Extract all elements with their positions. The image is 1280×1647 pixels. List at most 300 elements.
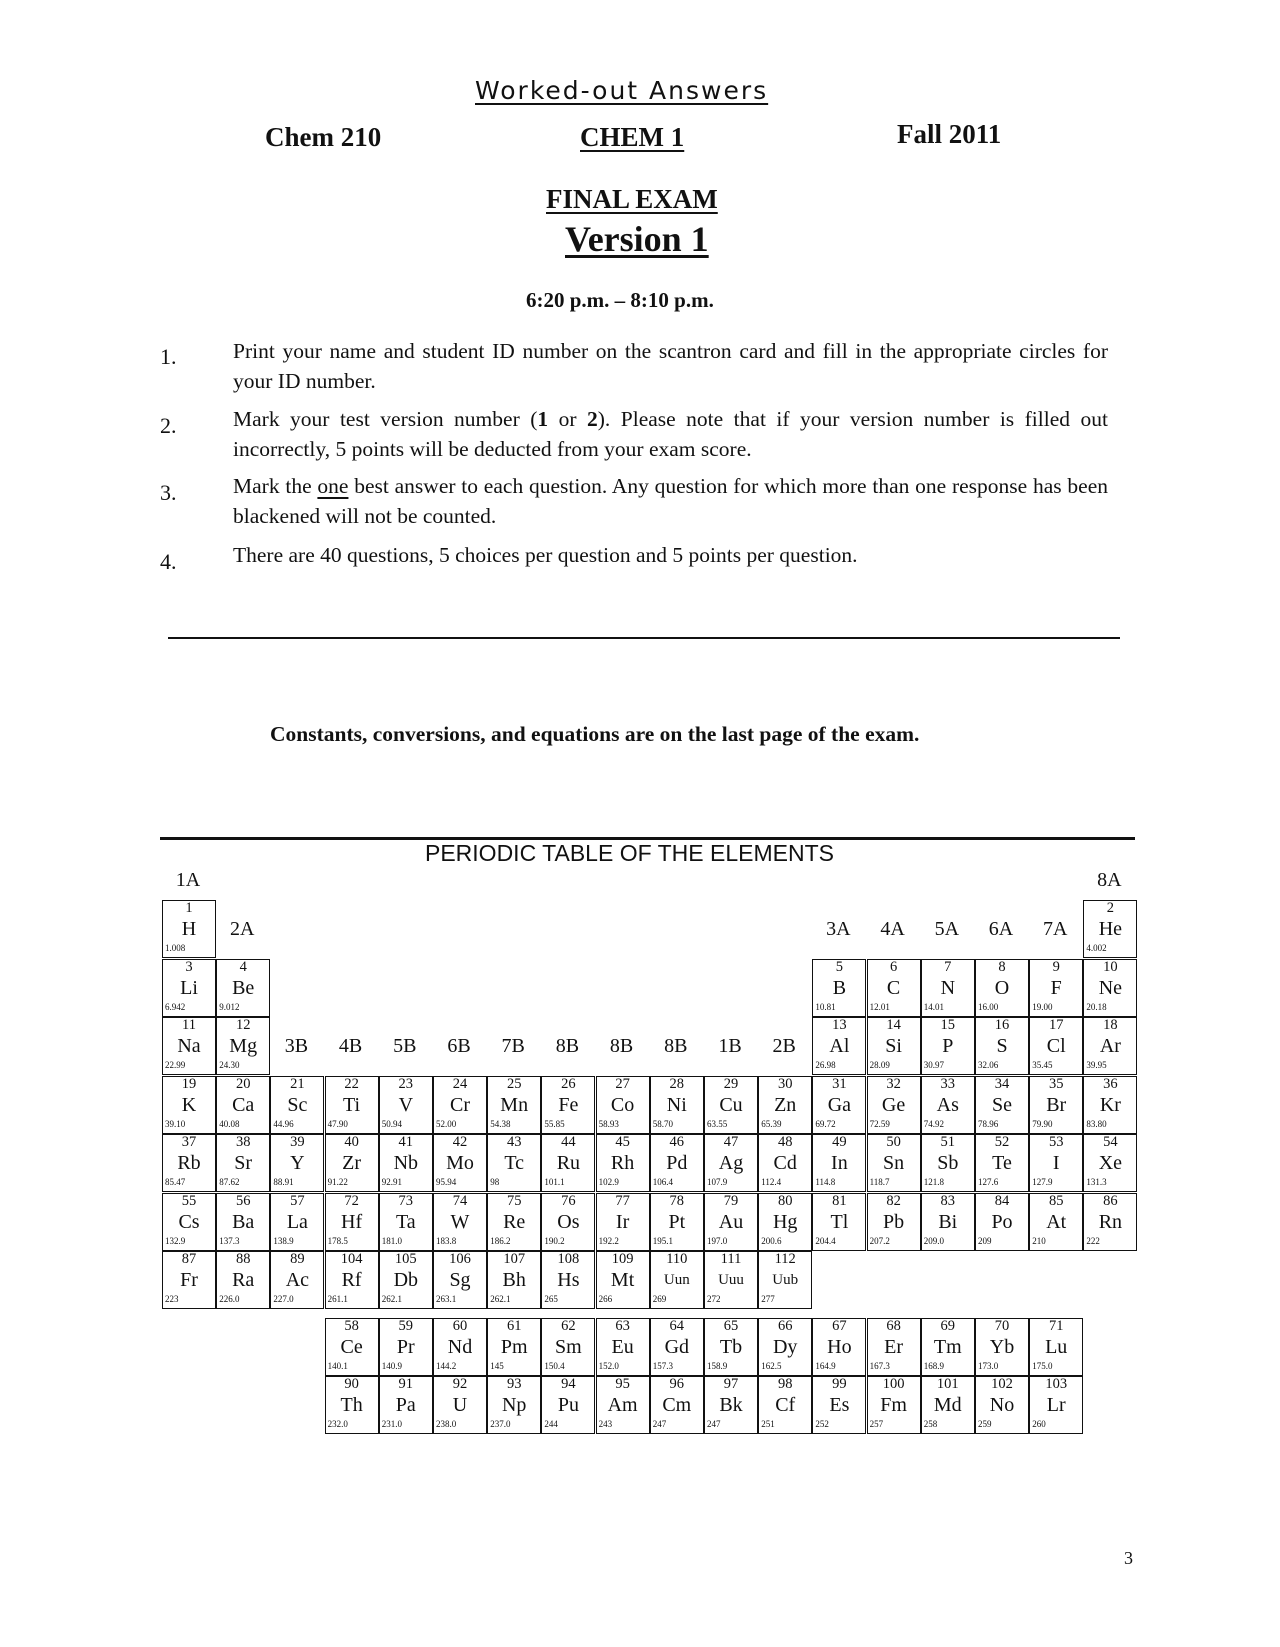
atomic-number: 43 xyxy=(506,1134,522,1150)
element-cell xyxy=(216,1017,270,1075)
element-symbol: Pu xyxy=(557,1394,579,1416)
atomic-mass: 261.1 xyxy=(327,1294,348,1304)
element-symbol: Cr xyxy=(450,1093,470,1116)
element-symbol: Sg xyxy=(449,1269,471,1291)
element-symbol: N xyxy=(940,976,956,999)
element-symbol: Ag xyxy=(718,1152,744,1174)
element-symbol: Ti xyxy=(343,1093,361,1116)
element-cell xyxy=(433,1251,487,1309)
atomic-mass: 19.00 xyxy=(1032,1001,1053,1012)
element-cell xyxy=(812,1376,866,1434)
element-cell xyxy=(867,959,921,1017)
atomic-number: 74 xyxy=(452,1192,468,1209)
element-symbol: At xyxy=(1046,1210,1067,1233)
element-cell xyxy=(650,1376,704,1434)
atomic-number: 36 xyxy=(1103,1075,1118,1092)
atomic-mass: 20.18 xyxy=(1086,1001,1107,1012)
element-cell xyxy=(704,1134,758,1192)
atomic-number: 5 xyxy=(835,958,844,975)
atomic-mass: 78.96 xyxy=(978,1118,999,1129)
atomic-mass: 258 xyxy=(923,1419,938,1429)
element-symbol: Cd xyxy=(773,1152,797,1174)
element-symbol: Pt xyxy=(668,1210,686,1233)
element-cell xyxy=(921,1376,975,1434)
element-cell xyxy=(975,1134,1029,1192)
element-symbol: Eu xyxy=(611,1336,634,1358)
atomic-mass: 252 xyxy=(815,1419,829,1429)
atomic-number: 98 xyxy=(777,1376,793,1392)
element-cell xyxy=(325,1251,379,1309)
element-cell xyxy=(162,1076,216,1134)
element-symbol: Sc xyxy=(287,1093,308,1116)
atomic-mass: 152.0 xyxy=(598,1361,619,1371)
atomic-mass: 265 xyxy=(544,1294,558,1304)
group-label: 3A xyxy=(826,918,851,940)
element-symbol: Ni xyxy=(666,1093,687,1116)
element-cell xyxy=(162,959,216,1017)
element-symbol: Au xyxy=(718,1210,744,1233)
element-cell xyxy=(867,1318,921,1376)
atomic-mass: 72.59 xyxy=(869,1118,890,1129)
atomic-mass: 269 xyxy=(652,1294,667,1304)
element-symbol: Sm xyxy=(555,1336,582,1358)
element-cell xyxy=(758,1076,812,1134)
atomic-number: 34 xyxy=(994,1075,1010,1092)
element-cell xyxy=(325,1193,379,1251)
atomic-mass: 63.55 xyxy=(707,1118,728,1129)
atomic-mass: 232.0 xyxy=(327,1419,348,1429)
atomic-number: 18 xyxy=(1103,1017,1118,1033)
atomic-mass: 167.3 xyxy=(869,1361,890,1371)
element-symbol: Hs xyxy=(557,1269,580,1291)
atomic-mass: 226.0 xyxy=(219,1294,240,1304)
element-symbol: Tc xyxy=(504,1152,525,1174)
element-cell xyxy=(867,1376,921,1434)
element-cell xyxy=(270,1251,324,1309)
atomic-mass: 118.7 xyxy=(869,1177,890,1187)
atomic-mass: 140.1 xyxy=(327,1361,348,1371)
atomic-number: 79 xyxy=(723,1192,739,1209)
atomic-mass: 88.91 xyxy=(273,1177,294,1187)
element-symbol: Ar xyxy=(1099,1035,1121,1057)
atomic-number: 89 xyxy=(290,1251,305,1267)
element-symbol: Gd xyxy=(664,1336,690,1358)
element-symbol: Tm xyxy=(933,1336,962,1358)
atomic-mass: 200.6 xyxy=(761,1235,782,1246)
atomic-number: 33 xyxy=(940,1075,956,1092)
element-cell xyxy=(921,959,975,1017)
element-cell xyxy=(704,1318,758,1376)
element-cell xyxy=(1029,1318,1083,1376)
atomic-number: 35 xyxy=(1048,1075,1064,1092)
element-cell xyxy=(867,1076,921,1134)
element-cell xyxy=(162,1017,216,1075)
element-symbol: Y xyxy=(290,1152,305,1174)
element-symbol: Pd xyxy=(666,1152,688,1174)
element-symbol: Si xyxy=(885,1035,902,1057)
instruction-number: 4. xyxy=(160,549,177,574)
atomic-mass: 9.012 xyxy=(219,1001,240,1012)
atomic-mass: 244 xyxy=(544,1419,558,1429)
element-cell xyxy=(162,1134,216,1192)
element-cell xyxy=(487,1376,541,1434)
atomic-mass: 58.93 xyxy=(598,1118,619,1129)
atomic-mass: 277 xyxy=(761,1294,775,1304)
group-label: 7A xyxy=(1042,918,1068,940)
atomic-number: 14 xyxy=(886,1017,901,1033)
page-number: 3 xyxy=(1124,1548,1133,1568)
atomic-number: 100 xyxy=(882,1376,905,1392)
atomic-mass: 127.6 xyxy=(978,1177,999,1187)
atomic-number: 67 xyxy=(832,1318,847,1334)
element-cell xyxy=(1029,1193,1083,1251)
element-symbol: Cu xyxy=(719,1093,743,1116)
atomic-number: 94 xyxy=(561,1376,576,1392)
divider-line xyxy=(168,637,1120,639)
element-cell xyxy=(758,1193,812,1251)
element-cell xyxy=(487,1193,541,1251)
periodic-table-title: PERIODIC TABLE OF THE ELEMENTS xyxy=(425,840,834,866)
element-cell xyxy=(1083,959,1137,1017)
atomic-number: 77 xyxy=(615,1192,630,1209)
atomic-number: 106 xyxy=(449,1251,471,1267)
element-symbol: U xyxy=(452,1394,468,1416)
element-symbol: Sb xyxy=(937,1152,959,1174)
element-cell xyxy=(216,1134,270,1192)
atomic-mass: 227.0 xyxy=(273,1294,294,1304)
element-cell xyxy=(216,1193,270,1251)
atomic-mass: 137.3 xyxy=(219,1235,240,1246)
element-symbol: Zn xyxy=(774,1093,797,1116)
element-symbol: Es xyxy=(829,1394,850,1416)
atomic-number: 29 xyxy=(723,1075,739,1092)
atomic-number: 31 xyxy=(832,1075,847,1092)
element-cell xyxy=(758,1134,812,1192)
atomic-number: 44 xyxy=(561,1134,576,1150)
atomic-mass: 190.2 xyxy=(544,1235,565,1246)
atomic-number: 49 xyxy=(832,1134,847,1150)
atomic-number: 7 xyxy=(944,958,952,975)
group-label: 1B xyxy=(718,1035,742,1057)
atomic-mass: 209 xyxy=(978,1235,992,1246)
element-cell xyxy=(975,1376,1029,1434)
element-symbol: Al xyxy=(829,1035,850,1057)
atomic-mass: 106.4 xyxy=(652,1177,674,1187)
element-cell xyxy=(325,1076,379,1134)
element-symbol: Fr xyxy=(180,1269,198,1291)
atomic-number: 9 xyxy=(1052,958,1060,975)
element-cell xyxy=(812,1017,866,1075)
atomic-mass: 131.3 xyxy=(1086,1177,1107,1187)
instruction-text: Print your name and student ID number on the scantron card and fill in the appropriate circles for your ID number. xyxy=(233,339,1108,393)
element-cell xyxy=(975,1076,1029,1134)
atomic-mass: 98 xyxy=(490,1177,500,1187)
atomic-mass: 262.1 xyxy=(490,1294,511,1304)
instruction-number: 3. xyxy=(160,480,177,505)
group-label: 7B xyxy=(501,1035,525,1057)
element-symbol: Ge xyxy=(881,1093,906,1116)
atomic-number: 45 xyxy=(615,1134,630,1150)
group-label: 4B xyxy=(338,1035,363,1057)
atomic-number: 59 xyxy=(398,1318,414,1334)
atomic-number: 53 xyxy=(1048,1134,1064,1150)
element-cell xyxy=(867,1134,921,1192)
element-cell xyxy=(650,1076,704,1134)
atomic-mass: 207.2 xyxy=(869,1235,890,1246)
group-label: 2A xyxy=(229,918,255,940)
atomic-mass: 266 xyxy=(598,1294,613,1304)
element-symbol: F xyxy=(1050,976,1062,999)
atomic-number: 24 xyxy=(452,1075,468,1092)
element-cell xyxy=(596,1251,650,1309)
atomic-number: 71 xyxy=(1048,1318,1064,1334)
atomic-mass: 54.38 xyxy=(490,1118,511,1129)
element-symbol: V xyxy=(398,1093,414,1116)
atomic-mass: 14.01 xyxy=(923,1001,945,1012)
atomic-mass: 121.8 xyxy=(923,1177,945,1187)
element-symbol: Sn xyxy=(883,1152,905,1174)
group-label: 5B xyxy=(393,1035,417,1057)
element-cell xyxy=(487,1076,541,1134)
element-symbol: Li xyxy=(180,976,198,999)
element-symbol: Lr xyxy=(1046,1394,1066,1416)
term: Fall 2011 xyxy=(897,119,1002,149)
element-cell xyxy=(1029,959,1083,1017)
instruction-bold: 1 xyxy=(537,407,549,431)
element-symbol: P xyxy=(942,1035,954,1057)
element-cell xyxy=(812,1134,866,1192)
handwritten-title: Worked-out Answers xyxy=(475,76,769,105)
atomic-number: 54 xyxy=(1103,1134,1118,1150)
atomic-number: 11 xyxy=(182,1017,196,1033)
course-name: CHEM 1 xyxy=(580,122,685,152)
exam-title: FINAL EXAM xyxy=(546,184,718,214)
atomic-mass: 10.81 xyxy=(815,1001,836,1012)
element-symbol: Pa xyxy=(395,1394,416,1416)
atomic-number: 51 xyxy=(940,1134,956,1150)
element-symbol: Mt xyxy=(610,1269,635,1291)
element-symbol: Ho xyxy=(827,1336,852,1358)
instruction-number: 2. xyxy=(160,413,177,438)
element-symbol: Ba xyxy=(232,1210,255,1233)
element-symbol: Rf xyxy=(341,1269,362,1291)
atomic-number: 107 xyxy=(503,1251,526,1267)
element-symbol: Fe xyxy=(558,1093,579,1116)
element-cell xyxy=(758,1318,812,1376)
element-cell xyxy=(379,1376,433,1434)
element-cell xyxy=(541,1193,595,1251)
atomic-mass: 95.94 xyxy=(436,1177,457,1187)
element-symbol: H xyxy=(181,918,197,940)
atomic-mass: 69.72 xyxy=(815,1118,836,1129)
element-symbol: Na xyxy=(177,1035,201,1057)
atomic-number: 27 xyxy=(615,1075,630,1092)
atomic-mass: 127.9 xyxy=(1032,1177,1053,1187)
atomic-number: 88 xyxy=(235,1251,251,1267)
element-symbol: Bk xyxy=(719,1394,743,1416)
atomic-number: 85 xyxy=(1048,1192,1064,1209)
atomic-mass: 22.99 xyxy=(165,1060,186,1070)
element-cell xyxy=(1083,1193,1137,1251)
instruction-segment: Mark your test version number ( xyxy=(233,407,538,431)
element-cell xyxy=(325,1318,379,1376)
atomic-mass: 12.01 xyxy=(869,1001,890,1012)
atomic-mass: 50.94 xyxy=(381,1118,403,1129)
element-cell xyxy=(975,959,1029,1017)
element-cell xyxy=(216,1076,270,1134)
element-cell xyxy=(975,1193,1029,1251)
atomic-number: 50 xyxy=(886,1134,901,1150)
atomic-number: 105 xyxy=(394,1251,417,1267)
element-cell xyxy=(270,1134,324,1192)
atomic-mass: 238.0 xyxy=(436,1419,457,1429)
atomic-mass: 164.9 xyxy=(815,1361,836,1371)
atomic-mass: 58.70 xyxy=(652,1118,674,1129)
element-symbol: He xyxy=(1098,918,1123,940)
atomic-number: 22 xyxy=(344,1075,359,1092)
atomic-number: 38 xyxy=(235,1134,251,1150)
atomic-mass: 178.5 xyxy=(327,1235,348,1246)
group-label: 4A xyxy=(880,918,905,940)
element-symbol: Pr xyxy=(396,1336,415,1358)
atomic-number: 56 xyxy=(235,1192,251,1209)
instruction-segment: best answer to each question. Any question for which more than one response has been blackened will not be counted. xyxy=(233,474,1109,528)
element-symbol: Th xyxy=(340,1394,363,1416)
atomic-mass: 223 xyxy=(165,1294,179,1304)
atomic-mass: 263.1 xyxy=(436,1294,457,1304)
atomic-number: 30 xyxy=(777,1075,793,1092)
atomic-number: 87 xyxy=(181,1251,197,1267)
atomic-number: 13 xyxy=(832,1017,847,1033)
atomic-mass: 162.5 xyxy=(761,1361,782,1371)
element-symbol: Fm xyxy=(880,1394,907,1416)
element-symbol: Pb xyxy=(883,1210,905,1233)
element-cell xyxy=(704,1076,758,1134)
element-symbol: Se xyxy=(992,1093,1012,1116)
element-symbol: Be xyxy=(232,976,255,999)
element-symbol: Nd xyxy=(447,1336,473,1358)
element-symbol: La xyxy=(286,1210,308,1233)
atomic-number: 110 xyxy=(666,1251,688,1267)
group-label: 8A xyxy=(1097,869,1122,891)
atomic-mass: 1.008 xyxy=(165,943,186,953)
element-symbol: Hg xyxy=(772,1210,798,1233)
atomic-mass: 107.9 xyxy=(707,1177,728,1187)
atomic-number: 66 xyxy=(777,1318,793,1334)
group-label: 3B xyxy=(284,1035,309,1057)
atomic-mass: 39.95 xyxy=(1086,1060,1107,1070)
atomic-mass: 30.97 xyxy=(923,1060,945,1070)
element-cell xyxy=(433,1193,487,1251)
instruction-segment: ). Please note that if your version number is filled out incorrectly, 5 points will be deducted from your exam score. xyxy=(233,407,1108,461)
element-cell xyxy=(1083,900,1137,958)
atomic-number: 46 xyxy=(669,1134,685,1150)
atomic-mass: 101.1 xyxy=(544,1177,565,1187)
atomic-mass: 157.3 xyxy=(652,1361,674,1371)
element-symbol: Am xyxy=(607,1394,638,1416)
element-symbol: No xyxy=(989,1394,1015,1416)
element-cell xyxy=(379,1318,433,1376)
element-cell xyxy=(270,1193,324,1251)
atomic-mass: 260 xyxy=(1032,1419,1046,1429)
element-symbol: Mo xyxy=(446,1152,474,1174)
element-symbol: Ac xyxy=(285,1269,310,1291)
element-cell xyxy=(541,1318,595,1376)
instruction-segment: Mark the xyxy=(233,474,318,498)
atomic-number: 62 xyxy=(561,1318,576,1334)
atomic-number: 60 xyxy=(452,1318,468,1334)
atomic-mass: 181.0 xyxy=(381,1235,403,1246)
element-symbol: W xyxy=(450,1210,470,1233)
element-cell xyxy=(1029,1134,1083,1192)
atomic-mass: 24.30 xyxy=(219,1060,240,1070)
element-symbol: Mg xyxy=(229,1035,258,1057)
element-cell xyxy=(596,1193,650,1251)
instruction-text: There are 40 questions, 5 choices per question and 5 points per question. xyxy=(233,543,858,567)
element-symbol: Zr xyxy=(342,1152,362,1174)
element-cell xyxy=(867,1193,921,1251)
atomic-mass: 257 xyxy=(869,1419,884,1429)
element-cell xyxy=(867,1017,921,1075)
atomic-number: 23 xyxy=(398,1075,414,1092)
atomic-mass: 26.98 xyxy=(815,1060,836,1070)
element-cell xyxy=(379,1193,433,1251)
atomic-mass: 144.2 xyxy=(436,1361,457,1371)
element-symbol: In xyxy=(831,1152,848,1174)
element-cell xyxy=(541,1376,595,1434)
atomic-number: 40 xyxy=(344,1134,359,1150)
atomic-number: 70 xyxy=(994,1318,1010,1334)
element-cell xyxy=(162,900,216,958)
element-symbol: S xyxy=(996,1035,1008,1057)
atomic-number: 41 xyxy=(398,1134,414,1150)
element-symbol: Tb xyxy=(719,1336,743,1358)
element-cell xyxy=(379,1076,433,1134)
atomic-mass: 102.9 xyxy=(598,1177,619,1187)
atomic-number: 55 xyxy=(181,1192,197,1209)
atomic-number: 42 xyxy=(452,1134,468,1150)
element-symbol: Cs xyxy=(178,1210,200,1233)
instruction-text xyxy=(233,404,1108,464)
element-symbol: Db xyxy=(393,1269,419,1291)
atomic-mass: 262.1 xyxy=(381,1294,403,1304)
atomic-mass: 272 xyxy=(707,1294,721,1304)
element-symbol: Ta xyxy=(395,1210,416,1233)
atomic-number: 93 xyxy=(506,1376,522,1392)
element-symbol: Sr xyxy=(234,1152,253,1174)
element-cell xyxy=(812,1076,866,1134)
element-cell xyxy=(541,1134,595,1192)
element-symbol: Yb xyxy=(989,1336,1015,1358)
atomic-number: 78 xyxy=(669,1192,685,1209)
atomic-mass: 87.62 xyxy=(219,1177,240,1187)
instruction-text xyxy=(233,471,1108,531)
atomic-number: 63 xyxy=(615,1318,630,1334)
atomic-mass: 168.9 xyxy=(923,1361,945,1371)
atomic-mass: 132.9 xyxy=(165,1235,186,1246)
course-number: Chem 210 xyxy=(265,122,382,152)
atomic-number: 3 xyxy=(185,958,193,975)
element-symbol: Dy xyxy=(772,1336,798,1358)
element-symbol: Bh xyxy=(502,1269,526,1291)
element-cell xyxy=(704,1376,758,1434)
element-cell xyxy=(975,1017,1029,1075)
element-symbol: B xyxy=(832,976,847,999)
element-cell xyxy=(596,1318,650,1376)
atomic-number: 8 xyxy=(998,958,1006,975)
atomic-number: 81 xyxy=(832,1192,847,1209)
atomic-mass: 259 xyxy=(978,1419,992,1429)
